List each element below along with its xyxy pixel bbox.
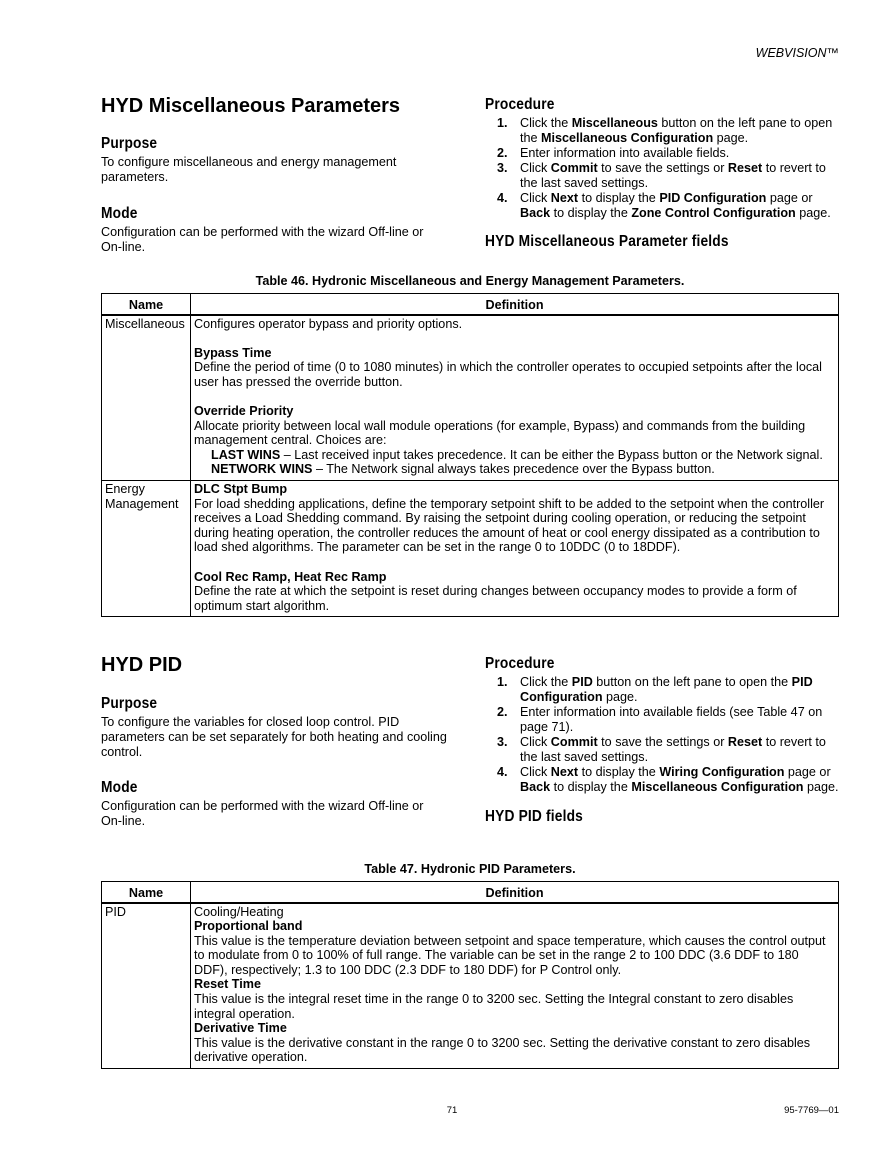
table47-caption: Table 47. Hydronic PID Parameters. (364, 862, 576, 876)
rec-ramp-title: Cool Rec Ramp, Heat Rec Ramp (194, 569, 387, 584)
misc-step-4: 4. Click Next to display the PID Configuration page or Back to display the Zone Control Configuration page. (497, 191, 831, 220)
proportional-band-text: This value is the temperature deviation between setpoint and space temperature, which causes the control output to modulate from 0 to 100% of full range. The variable can be set in the range 2 to 100 DDC (3.6 DDF to 180 DDF), respectively; 1.3 to 100 DDC (2.3 DDF to 180 DDF) for P Control only. (194, 933, 826, 977)
table46-header-name: Name (102, 294, 191, 315)
misc-fields-heading: HYD Miscellaneous Parameter fields (485, 233, 729, 250)
override-priority-text: Allocate priority between local wall module operations (for example, Bypass) and commands from the building management central. Choices are: (194, 418, 806, 448)
row-definition-pid: Cooling/Heating Proportional band This value is the temperature deviation between setpoint and space temperature, which causes the control output to modulate from 0 to 100% of full range. The variable can be set in the range 2 to 100 DDC (3.6 DDF to 180 DDF), respectively; 1.3 to 100 DDC (2.3 DDF to 180 DDF) for P Control only. Reset Time This value is the integral reset time in the range 0 to 3200 sec. Setting the Integral constant to zero disables integral operation. Derivative Time This value is the derivative constant in the range 0 to 3200 sec. Setting the derivative constant to zero disables derivative operation. (191, 903, 839, 1069)
misc-step-1: 1. Click the Miscellaneous button on the left pane to open the Miscellaneous Configuration page. (497, 116, 833, 145)
reset-time-text: This value is the integral reset time in the range 0 to 3200 sec. Setting the Integral constant to zero disables integral operation. (194, 992, 794, 1021)
row-name-pid: PID (102, 903, 191, 1069)
table47 (101, 881, 839, 1069)
pid-title: HYD PID (101, 654, 183, 676)
derivative-time-title: Derivative Time (194, 1021, 287, 1036)
rec-ramp-text: Define the rate at which the setpoint is reset during changes between occupancy modes to provide a form of optimum start algorithm. (194, 584, 797, 613)
table46-header-definition: Definition (191, 294, 839, 315)
misc-purpose-heading: Purpose (101, 135, 158, 152)
pid-procedure-heading: Procedure (485, 655, 555, 672)
last-wins-choice: LAST WINS – Last received input takes precedence. It can be either the Bypass button or the Network signal. (211, 447, 823, 462)
network-wins-choice: NETWORK WINS – The Network signal always takes precedence over the Bypass button. (211, 462, 715, 477)
misc-mode-text: Configuration can be performed with the wizard Off-line or On-line. (101, 225, 424, 254)
page-number: 71 (446, 1105, 458, 1116)
dlc-stpt-bump-text: For load shedding applications, define the temporary setpoint shift to be added to the setpoint when the controller receives a Load Shedding command. By raising the setpoint during cooling operation, or reducing the setpoint during heating operation, the controller reduces the amount of heat or cool energy dissipated as a contribution to load shed algorithms. The parameter can be set in the range 0 to 10DDC (0 to 18DDF). (194, 496, 825, 555)
pid-purpose-text: To configure the variables for closed loop control. PID parameters can be set separately for both heating and cooling control. (101, 715, 447, 759)
header-brand: WEBVISION™ (755, 46, 839, 60)
proportional-band-title: Proportional band (194, 919, 303, 934)
doc-number: 95-7769—01 (784, 1105, 839, 1116)
pid-step-2: 2. Enter information into available fields (see Table 47 on page 71). (497, 705, 823, 734)
table47-header-name: Name (102, 882, 191, 903)
pid-step-3: 3. Click Commit to save the settings or Reset to revert to the last saved settings. (497, 735, 826, 764)
pid-mode-heading: Mode (101, 779, 138, 796)
pid-procedure-steps (485, 675, 845, 795)
row-name-miscellaneous: Miscellaneous (102, 315, 191, 481)
misc-purpose-text: To configure miscellaneous and energy management parameters. (101, 155, 397, 184)
misc-procedure-heading: Procedure (485, 96, 555, 113)
misc-title: HYD Miscellaneous Parameters (101, 95, 401, 117)
pid-fields-heading: HYD PID fields (485, 808, 583, 825)
table-row (102, 903, 839, 1069)
misc-mode-heading: Mode (101, 205, 138, 222)
override-priority-title: Override Priority (194, 404, 294, 419)
pid-mode-text: Configuration can be performed with the wizard Off-line or On-line. (101, 799, 424, 828)
pid-step-1: 1. Click the PID button on the left pane to open the PID Configuration page. (497, 675, 813, 704)
pid-left-column (101, 653, 461, 829)
derivative-time-text: This value is the derivative constant in the range 0 to 3200 sec. Setting the derivative constant to zero disables derivative operation. (194, 1035, 811, 1065)
pid-right-column (485, 654, 845, 826)
row-definition-energy-management (191, 481, 839, 617)
misc-left-column (101, 94, 461, 255)
misc-right-column (485, 95, 845, 251)
misc-step-3: 3. Click Commit to save the settings or Reset to revert to the last saved settings. (497, 161, 826, 190)
table46 (101, 293, 839, 617)
misc-procedure-steps (485, 116, 845, 221)
bypass-time-text: Define the period of time (0 to 1080 minutes) in which the controller operates to occupied setpoints after the local user has pressed the override button. (194, 360, 822, 389)
table46-caption: Table 46. Hydronic Miscellaneous and Energy Management Parameters. (255, 274, 685, 288)
pid-step-4: 4. Click Next to display the Wiring Configuration page or Back to display the Miscellaneous Configuration page. (497, 765, 839, 794)
table-row (102, 315, 839, 481)
reset-time-title: Reset Time (194, 977, 261, 992)
dlc-stpt-bump-title: DLC Stpt Bump (194, 482, 288, 497)
misc-step-2: 2. Enter information into available fields. (497, 146, 730, 160)
table-row (102, 481, 839, 617)
bypass-time-title: Bypass Time (194, 345, 272, 360)
row-name-energy-management: Energy Management (102, 481, 191, 617)
table47-header-definition: Definition (191, 882, 839, 903)
row-definition-miscellaneous: Configures operator bypass and priority options. Bypass Time Define the period of time (0 to 1080 minutes) in which the controller operates to occupied setpoints after the local user has pressed the override button. Override Priority Allocate priority between local wall module operations (for example, Bypass) and commands from the building management central. Choices are: LAST WINS – Last received input takes precedence. It can be either the Bypass button or the Network signal. NETWORK WINS – The Network signal always takes precedence over the Bypass button. (191, 315, 839, 481)
pid-purpose-heading: Purpose (101, 695, 158, 712)
